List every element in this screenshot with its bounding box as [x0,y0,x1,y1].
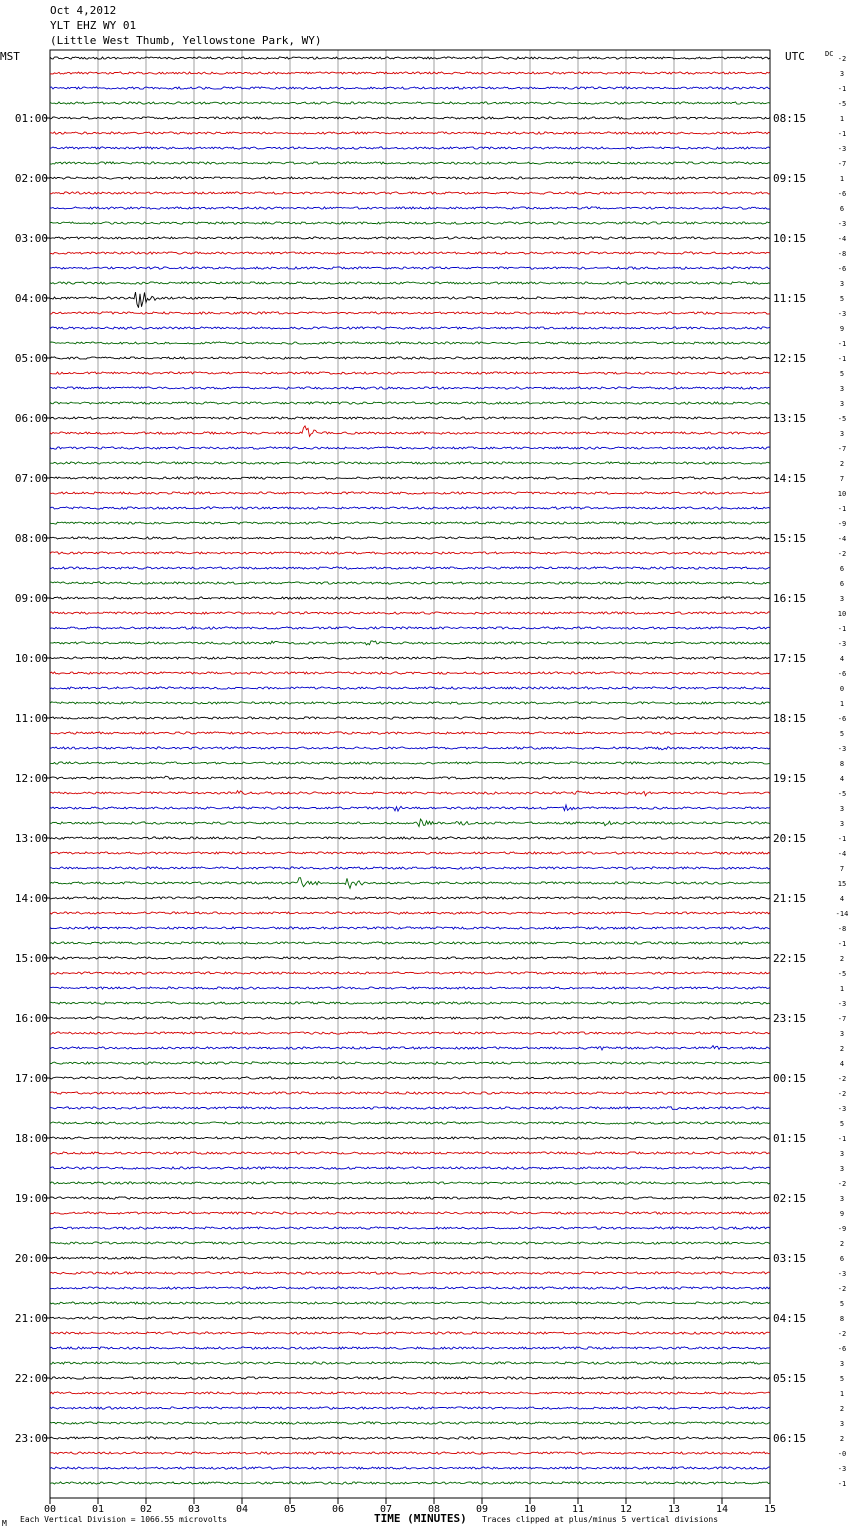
trace-row-25 [50,426,770,437]
left-hour-label: 03:00 [14,232,48,245]
trace-row-85 [50,1332,770,1334]
dc-offset-label: 4 [839,655,845,663]
trace-row-62 [50,987,770,989]
trace-row-67 [50,1062,770,1064]
dc-offset-label: 6 [839,1255,845,1263]
trace-row-73 [50,1152,770,1154]
dc-offset-label: -14 [835,910,849,918]
dc-offset-label: 7 [839,475,845,483]
dc-offset-label: -3 [837,1465,847,1473]
right-hour-label: 16:15 [773,592,807,605]
dc-offset-label: -3 [837,310,847,318]
trace-row-30 [50,507,770,509]
trace-row-63 [50,1002,770,1004]
trace-row-65 [50,1032,770,1034]
dc-offset-header: DC [825,50,834,58]
dc-offset-label: -6 [837,190,847,198]
dc-offset-label: 5 [839,730,845,738]
left-hour-label: 09:00 [14,592,48,605]
left-hour-label: 17:00 [14,1072,48,1085]
dc-offset-label: -2 [837,55,847,63]
trace-row-24 [50,417,770,419]
trace-row-52 [50,837,770,839]
dc-offset-label: -2 [837,1285,847,1293]
corner-mark: M [2,1519,7,1528]
trace-row-60 [50,957,770,959]
dc-offset-label: -1 [837,940,847,948]
dc-offset-label: 3 [839,820,845,828]
trace-row-38 [50,627,770,629]
trace-row-21 [50,372,770,374]
trace-row-79 [50,1242,770,1244]
trace-row-0 [50,57,770,59]
left-hour-label: 13:00 [14,832,48,845]
dc-offset-label: -7 [837,160,847,168]
trace-row-34 [50,567,770,569]
trace-row-13 [50,252,770,254]
dc-offset-label: -3 [837,1270,847,1278]
right-hour-label: 05:15 [773,1372,807,1385]
x-tick-label: 04 [235,1504,249,1515]
right-hour-label: 14:15 [773,472,807,485]
trace-row-28 [50,477,770,479]
x-axis-title: TIME (MINUTES) [374,1512,467,1525]
right-hour-label: 19:15 [773,772,807,785]
dc-offset-label: 1 [839,115,845,123]
trace-row-86 [50,1347,770,1349]
dc-offset-label: 2 [839,1405,845,1413]
trace-row-95 [50,1482,770,1484]
dc-offset-label: 3 [839,805,845,813]
trace-row-88 [50,1377,770,1379]
right-hour-label: 17:15 [773,652,807,665]
trace-row-75 [50,1182,770,1184]
trace-row-19 [50,342,770,344]
right-hour-label: 03:15 [773,1252,807,1265]
dc-offset-label: 6 [839,205,845,213]
dc-offset-label: -1 [837,1480,847,1488]
trace-row-47 [50,762,770,764]
trace-row-81 [50,1272,770,1274]
trace-row-7 [50,162,770,164]
dc-offset-label: -7 [837,445,847,453]
x-tick-label: 12 [619,1504,633,1515]
trace-row-80 [50,1257,770,1259]
dc-offset-label: 9 [839,1210,845,1218]
trace-row-39 [50,641,770,645]
dc-offset-label: 6 [839,580,845,588]
dc-offset-label: -1 [837,85,847,93]
x-tick-label: 10 [523,1504,537,1515]
left-hour-label: 08:00 [14,532,48,545]
dc-offset-label: -2 [837,1090,847,1098]
dc-offset-label: 8 [839,760,845,768]
trace-row-31 [50,522,770,524]
trace-row-69 [50,1092,770,1094]
dc-offset-label: 1 [839,985,845,993]
trace-row-64 [50,1017,770,1019]
trace-row-72 [50,1137,770,1139]
trace-row-55 [50,878,770,889]
trace-row-1 [50,72,770,74]
dc-offset-label: 1 [839,1390,845,1398]
trace-row-8 [50,177,770,179]
left-hour-label: 10:00 [14,652,48,665]
right-hour-label: 15:15 [773,532,807,545]
dc-offset-label: 5 [839,1300,845,1308]
dc-offset-label: -6 [837,715,847,723]
x-tick-label: 00 [43,1504,57,1515]
dc-offset-label: 5 [839,1120,845,1128]
dc-offset-label: -1 [837,835,847,843]
left-hour-label: 06:00 [14,412,48,425]
trace-row-70 [50,1107,770,1110]
right-hour-label: 13:15 [773,412,807,425]
trace-row-44 [50,717,770,719]
dc-offset-label: -5 [837,790,847,798]
dc-offset-label: -1 [837,1135,847,1143]
left-hour-label: 19:00 [14,1192,48,1205]
trace-row-91 [50,1422,770,1424]
dc-offset-label: -3 [837,220,847,228]
dc-offset-label: 1 [839,700,845,708]
trace-row-36 [50,597,770,599]
trace-row-23 [50,402,770,404]
dc-offset-label: 5 [839,295,845,303]
x-tick-label: 07 [379,1504,393,1515]
dc-offset-label: -3 [837,145,847,153]
right-hour-label: 22:15 [773,952,807,965]
dc-offset-label: 1 [839,175,845,183]
dc-offset-label: -2 [837,1330,847,1338]
x-tick-label: 06 [331,1504,345,1515]
right-hour-label: 23:15 [773,1012,807,1025]
x-tick-label: 08 [427,1504,441,1515]
trace-row-33 [50,552,770,554]
dc-offset-label: 2 [839,1435,845,1443]
dc-offset-label: -5 [837,100,847,108]
trace-row-6 [50,147,770,149]
dc-offset-label: -8 [837,925,847,933]
right-hour-label: 06:15 [773,1432,807,1445]
trace-row-58 [50,927,770,929]
left-hour-label: 22:00 [14,1372,48,1385]
left-hour-label: 18:00 [14,1132,48,1145]
trace-row-83 [50,1302,770,1304]
dc-offset-label: -2 [837,550,847,558]
trace-row-26 [50,447,770,449]
dc-offset-label: -0 [837,1450,847,1458]
dc-offset-label: 5 [839,1375,845,1383]
left-hour-label: 21:00 [14,1312,48,1325]
dc-offset-label: 15 [837,880,847,888]
left-hour-label: 16:00 [14,1012,48,1025]
dc-offset-label: -5 [837,415,847,423]
right-hour-label: 00:15 [773,1072,807,1085]
left-hour-label: 11:00 [14,712,48,725]
dc-offset-label: -5 [837,970,847,978]
station-code: YLT EHZ WY 01 [50,19,137,32]
trace-row-10 [50,207,770,209]
trace-row-15 [50,282,770,284]
trace-row-9 [50,192,770,194]
dc-offset-label: -3 [837,1105,847,1113]
trace-row-54 [50,867,770,869]
left-hour-label: 05:00 [14,352,48,365]
trace-row-2 [50,87,770,89]
dc-offset-label: -2 [837,1180,847,1188]
station-location: (Little West Thumb, Yellowstone Park, WY) [50,34,322,47]
trace-row-29 [50,492,770,494]
trace-row-37 [50,612,770,614]
dc-offset-label: 10 [837,610,847,618]
trace-row-68 [50,1077,770,1079]
dc-offset-label: 3 [839,1420,845,1428]
right-hour-label: 02:15 [773,1192,807,1205]
trace-row-16 [50,292,770,308]
left-hour-label: 20:00 [14,1252,48,1265]
x-tick-label: 03 [187,1504,201,1515]
trace-row-57 [50,912,770,914]
trace-row-87 [50,1362,770,1364]
trace-row-74 [50,1167,770,1169]
trace-row-78 [50,1227,770,1229]
trace-row-84 [50,1317,770,1319]
trace-row-56 [50,897,770,899]
right-hour-label: 20:15 [773,832,807,845]
dc-offset-label: 10 [837,490,847,498]
trace-row-22 [50,387,770,389]
clip-note: Traces clipped at plus/minus 5 vertical divisions [482,1515,719,1524]
trace-row-27 [50,462,770,464]
trace-row-3 [50,102,770,104]
trace-row-48 [50,776,770,779]
trace-row-53 [50,852,770,854]
right-hour-label: 12:15 [773,352,807,365]
trace-row-92 [50,1437,770,1439]
dc-offset-label: 9 [839,325,845,333]
right-hour-label: 18:15 [773,712,807,725]
dc-offset-label: 4 [839,775,845,783]
dc-offset-label: -1 [837,505,847,513]
trace-row-43 [50,702,770,704]
x-tick-label: 15 [763,1504,777,1515]
dc-offset-label: -6 [837,670,847,678]
dc-offset-label: 3 [839,1165,845,1173]
trace-row-20 [50,357,770,359]
left-hour-label: 12:00 [14,772,48,785]
dc-offset-label: 3 [839,1195,845,1203]
trace-row-50 [50,805,770,811]
trace-row-82 [50,1287,770,1289]
trace-row-11 [50,222,770,224]
trace-row-32 [50,537,770,539]
trace-row-93 [50,1452,770,1454]
trace-row-94 [50,1467,770,1469]
left-hour-label: 07:00 [14,472,48,485]
trace-row-46 [50,747,770,750]
dc-offset-label: -1 [837,130,847,138]
trace-row-66 [50,1046,770,1050]
dc-offset-label: -1 [837,340,847,348]
right-hour-label: 11:15 [773,292,807,305]
dc-offset-label: -8 [837,250,847,258]
right-hour-label: 10:15 [773,232,807,245]
right-hour-label: 08:15 [773,112,807,125]
dc-offset-label: 3 [839,595,845,603]
trace-row-71 [50,1122,770,1124]
dc-offset-label: 8 [839,1315,845,1323]
dc-offset-label: 5 [839,370,845,378]
dc-offset-label: -6 [837,1345,847,1353]
dc-offset-label: 3 [839,1360,845,1368]
dc-offset-label: 3 [839,1030,845,1038]
left-hour-label: 14:00 [14,892,48,905]
trace-row-51 [50,819,770,826]
trace-row-49 [50,791,770,796]
dc-offset-label: -7 [837,1015,847,1023]
dc-offset-label: 2 [839,460,845,468]
left-hour-label: 23:00 [14,1432,48,1445]
dc-offset-label: 4 [839,895,845,903]
trace-row-41 [50,672,770,674]
left-hour-label: 15:00 [14,952,48,965]
trace-row-45 [50,732,770,734]
dc-offset-label: 3 [839,280,845,288]
dc-offset-label: 3 [839,430,845,438]
dc-offset-label: 6 [839,565,845,573]
trace-row-14 [50,267,770,269]
dc-offset-label: -1 [837,355,847,363]
dc-offset-label: 7 [839,865,845,873]
dc-offset-label: -9 [837,520,847,528]
plot-date: Oct 4,2012 [50,4,117,17]
dc-offset-label: -6 [837,265,847,273]
x-tick-label: 11 [571,1504,585,1515]
dc-offset-label: 2 [839,1240,845,1248]
x-tick-label: 02 [139,1504,153,1515]
dc-offset-label: 0 [839,685,845,693]
left-hour-label: 01:00 [14,112,48,125]
left-hour-label: 02:00 [14,172,48,185]
trace-row-40 [50,657,770,659]
trace-row-42 [50,687,770,689]
dc-offset-label: -2 [837,1075,847,1083]
dc-offset-label: -3 [837,745,847,753]
trace-row-12 [50,237,770,239]
trace-row-18 [50,327,770,329]
x-tick-label: 05 [283,1504,297,1515]
dc-offset-label: -4 [837,535,847,543]
trace-row-4 [50,117,770,119]
dc-offset-label: 3 [839,385,845,393]
trace-row-17 [50,312,770,314]
x-tick-label: 09 [475,1504,489,1515]
dc-offset-label: -3 [837,1000,847,1008]
x-tick-label: 14 [715,1504,729,1515]
right-timezone-label: UTC [785,50,805,63]
dc-offset-label: -4 [837,850,847,858]
dc-offset-label: 3 [839,400,845,408]
right-hour-label: 04:15 [773,1312,807,1325]
dc-offset-label: -4 [837,235,847,243]
dc-offset-label: 4 [839,1060,845,1068]
x-tick-label: 01 [91,1504,105,1515]
right-hour-label: 01:15 [773,1132,807,1145]
trace-row-59 [50,942,770,944]
x-tick-label: 13 [667,1504,681,1515]
dc-offset-label: -1 [837,625,847,633]
dc-offset-label: 2 [839,1045,845,1053]
trace-row-90 [50,1407,770,1409]
right-hour-label: 09:15 [773,172,807,185]
trace-row-5 [50,132,770,134]
scale-note: Each Vertical Division = 1066.55 microvolts [20,1515,228,1524]
dc-offset-label: -9 [837,1225,847,1233]
left-hour-label: 04:00 [14,292,48,305]
trace-row-77 [50,1212,770,1214]
trace-row-76 [50,1197,770,1199]
dc-offset-label: -3 [837,640,847,648]
dc-offset-label: 3 [839,1150,845,1158]
trace-row-35 [50,582,770,584]
trace-row-61 [50,972,770,974]
trace-row-89 [50,1392,770,1394]
dc-offset-label: 2 [839,955,845,963]
left-timezone-label: MST [0,50,20,63]
right-hour-label: 21:15 [773,892,807,905]
dc-offset-label: 3 [839,70,845,78]
